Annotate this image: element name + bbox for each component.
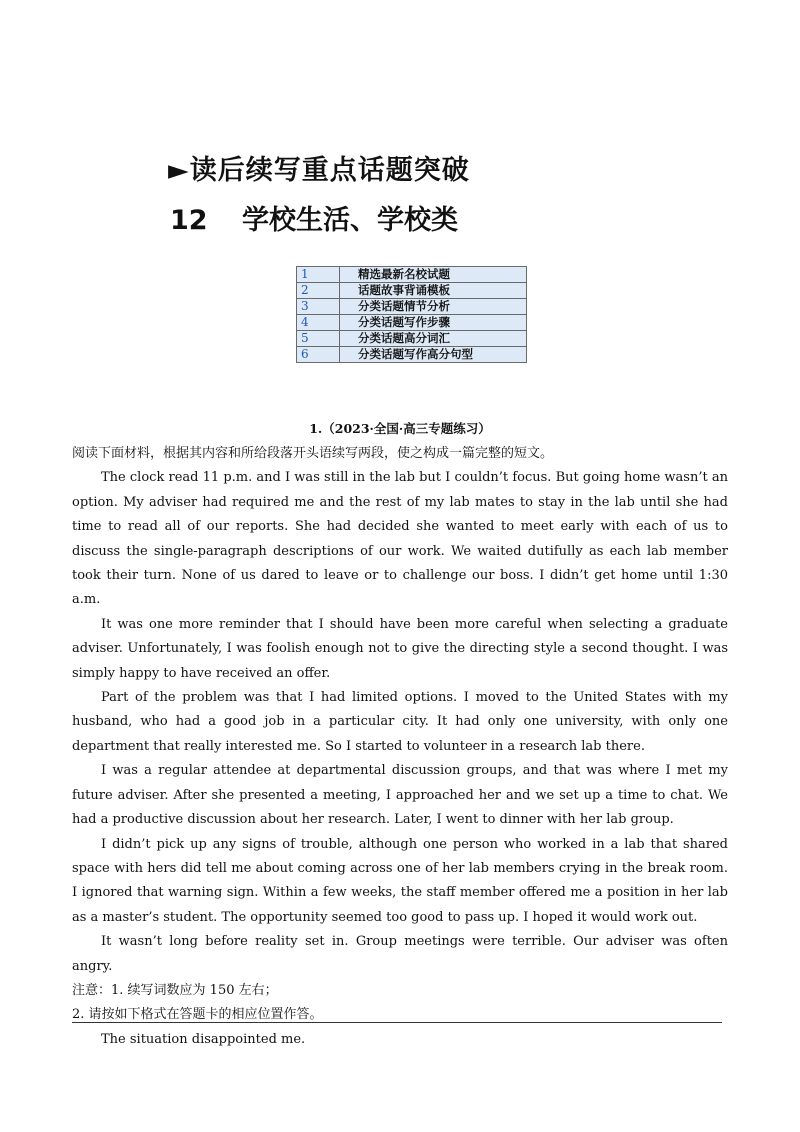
contents-number: 1 <box>297 267 340 283</box>
contents-row <box>297 283 527 299</box>
contents-label: 分类话题高分词汇 <box>340 331 527 347</box>
contents-number: 4 <box>297 315 340 331</box>
answer-line <box>72 1022 722 1023</box>
note-word-count: 注意：1. 续写词数应为 150 左右； <box>72 982 278 998</box>
contents-label: 话题故事背诵模板 <box>340 283 527 299</box>
note-format: 2. 请按如下格式在答题卡的相应位置作答。 <box>72 1007 323 1023</box>
topic-title: 学校生活、学校类 <box>242 205 458 236</box>
contents-row <box>297 315 527 331</box>
topic-heading <box>170 198 458 237</box>
contents-number: 3 <box>297 299 340 315</box>
passage-paragraph: It wasn’t long before reality set in. Group meetings were terrible. Our adviser was often angry. <box>72 934 728 974</box>
contents-label: 分类话题情节分析 <box>340 299 527 315</box>
passage-paragraph: Part of the problem was that I had limited options. I moved to the United States with my husband, who had a good job in a particular city. It had only one university, with only one department that really interested me. So I started to volunteer in a research lab there. <box>72 690 728 754</box>
document-title: ►读后续写重点话题突破 <box>168 155 470 186</box>
contents-number: 2 <box>297 283 340 299</box>
contents-row <box>297 267 527 283</box>
passage-paragraph: I didn’t pick up any signs of trouble, although one person who worked in a lab that shared space with hers did tell me about coming across one of her lab members crying in the break room. I ignored that warning sign. Within a few weeks, the staff member offered me a position in her lab as a master’s student. The opportunity seemed too good to pass up. I hoped it would work out. <box>72 836 728 925</box>
contents-label: 分类话题写作步骤 <box>340 315 527 331</box>
contents-row <box>297 331 527 347</box>
contents-number: 6 <box>297 347 340 363</box>
topic-number: 12 <box>170 205 208 236</box>
continuation-start: The situation disappointed me. <box>101 1031 306 1047</box>
passage-paragraph: It was one more reminder that I should have been more careful when selecting a graduate adviser. Unfortunately, I was foolish enough not to give the directing style a second thought. I was simply happy to have received an offer. <box>72 616 728 681</box>
contents-row <box>297 299 527 315</box>
instruction-text: 阅读下面材料，根据其内容和所给段落开头语续写两段，使之构成一篇完整的短文。 <box>72 446 554 461</box>
contents-number: 5 <box>297 331 340 347</box>
question-heading: 1.（2023·全国·高三专题练习） <box>309 421 491 436</box>
question-body <box>72 442 728 1052</box>
contents-label: 分类话题写作高分句型 <box>340 347 527 363</box>
passage-paragraph: I was a regular attendee at departmental discussion groups, and that was where I met my future adviser. After she presented a meeting, I approached her and we set up a time to chat. We had a productive discussion about her research. Later, I went to dinner with her lab group. <box>72 763 728 828</box>
contents-table <box>296 266 527 363</box>
contents-row <box>297 347 527 363</box>
contents-label: 精选最新名校试题 <box>340 267 527 283</box>
passage-paragraph: The clock read 11 p.m. and I was still in the lab but I couldn’t focus. But going home wasn’t an option. My adviser had required me and the rest of my lab mates to stay in the lab until she had time to read all of our reports. She had decided she wanted to meet early with each of us to discuss the single-paragraph descriptions of our work. We waited dutifully as each lab member took their turn. None of us dared to leave or to challenge our boss. I didn’t get home until 1:30 a.m. <box>72 470 728 608</box>
